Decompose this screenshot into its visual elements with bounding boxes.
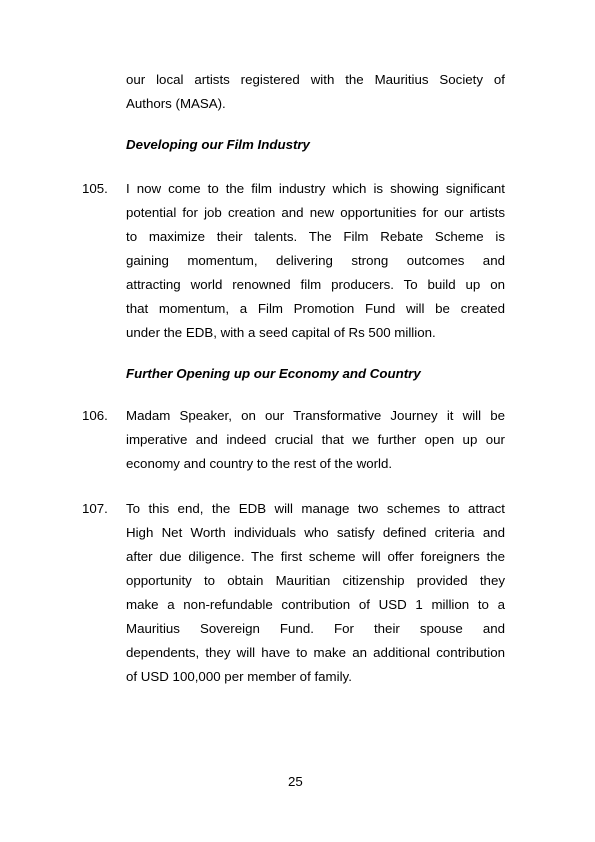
paragraph-number: 106. [82, 408, 108, 423]
text-line: Authors (MASA). [126, 96, 226, 111]
text-line: of USD 100,000 per member of family. [126, 669, 352, 684]
text-line: Madam Speaker, on our Transformative Journey it will be [126, 408, 505, 423]
text-line: after due diligence. The first scheme will offer foreigners the [126, 549, 505, 564]
text-line: make a non-refundable contribution of USD 1 million to a [126, 597, 505, 612]
text-line: potential for job creation and new opportunities for our artists [126, 205, 505, 220]
text-line: our local artists registered with the Mauritius Society of [126, 72, 505, 87]
section-heading: Developing our Film Industry [126, 137, 310, 152]
paragraph-number: 105. [82, 181, 108, 196]
text-line: dependents, they will have to make an additional contribution [126, 645, 505, 660]
text-line: under the EDB, with a seed capital of Rs 500 million. [126, 325, 436, 340]
text-line: High Net Worth individuals who satisfy defined criteria and [126, 525, 505, 540]
paragraph-number: 107. [82, 501, 108, 516]
page-number: 25 [288, 774, 303, 789]
section-heading: Further Opening up our Economy and Country [126, 366, 421, 381]
text-line: that momentum, a Film Promotion Fund will be created [126, 301, 505, 316]
text-line: imperative and indeed crucial that we further open up our [126, 432, 505, 447]
text-line: Mauritius Sovereign Fund. For their spouse and [126, 621, 505, 636]
text-line: To this end, the EDB will manage two schemes to attract [126, 501, 505, 516]
text-line: attracting world renowned film producers. To build up on [126, 277, 505, 292]
text-line: I now come to the film industry which is showing significant [126, 181, 505, 196]
text-line: economy and country to the rest of the world. [126, 456, 393, 471]
text-line: to maximize their talents. The Film Rebate Scheme is [126, 229, 505, 244]
text-line: opportunity to obtain Mauritian citizenship provided they [126, 573, 505, 588]
text-line: gaining momentum, delivering strong outcomes and [126, 253, 505, 268]
